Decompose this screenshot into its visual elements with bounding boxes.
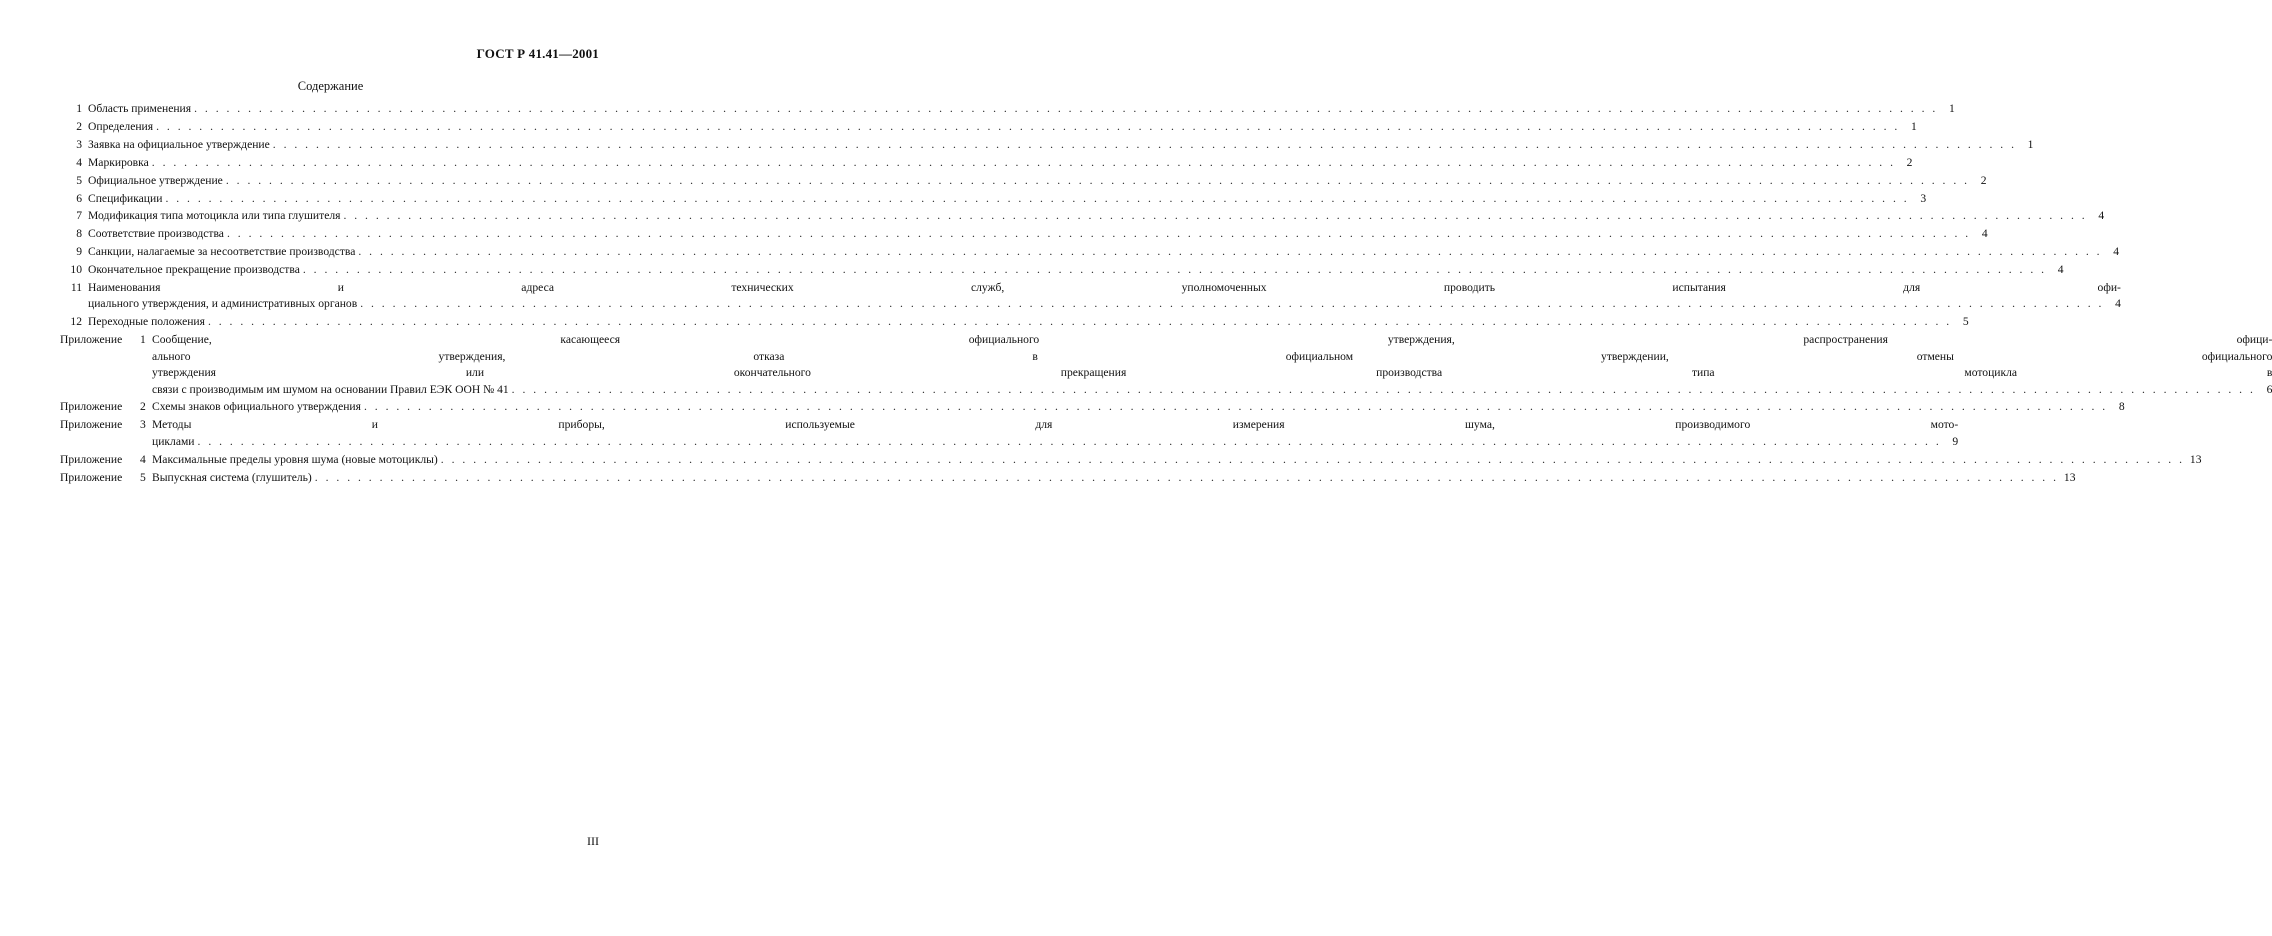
toc-entry[interactable]	[62, 208, 2105, 224]
dot-leader	[208, 314, 1952, 330]
toc-entry-text: Наименования и адреса технических служб, уполномоченных проводить испытания для офи-	[88, 281, 2121, 295]
toc-appendix-entry[interactable]	[60, 399, 2125, 415]
toc-entry-line	[88, 155, 1912, 171]
toc-entry[interactable]	[62, 280, 2121, 313]
toc-entry-text: Сообщение, касающееся официального утверждения, распространения офици-	[152, 333, 2272, 347]
toc-entry[interactable]	[62, 101, 1955, 117]
toc-entry-number: 6	[76, 191, 82, 205]
toc-entry-text: Официальное утверждение	[88, 173, 223, 187]
toc-entry[interactable]	[62, 191, 1927, 207]
toc-page-number: 6	[2266, 382, 2272, 396]
dot-leader	[198, 434, 1942, 450]
table-of-contents	[60, 101, 2272, 486]
toc-entry-line	[88, 191, 1926, 207]
toc-entry[interactable]	[62, 262, 2064, 278]
toc-page-number: 4	[2113, 245, 2120, 259]
toc-entry-line	[152, 399, 2125, 415]
appendix-number: 4	[140, 452, 146, 466]
toc-page-number: 4	[2115, 297, 2121, 311]
toc-entry[interactable]	[62, 137, 2034, 153]
toc-appendix-entry[interactable]	[60, 470, 2076, 486]
toc-appendix-entry[interactable]	[60, 332, 2272, 398]
appendix-prefix: Приложение	[60, 400, 123, 414]
toc-page-number: 9	[1952, 434, 1959, 448]
dot-leader	[358, 244, 2102, 260]
toc-entry-text: Соответствие производства	[88, 227, 224, 241]
page-number-footer: III	[587, 834, 599, 848]
toc-entry-number: 11	[70, 281, 82, 295]
toc-entry-number: 5	[76, 173, 82, 187]
appendix-number: 3	[140, 418, 146, 432]
toc-entry-number: 12	[70, 315, 82, 329]
toc-entry-line	[152, 349, 2272, 365]
toc-entry-line	[88, 226, 1988, 242]
toc-entry-number: 7	[76, 209, 82, 223]
toc-entry-text: Спецификации	[88, 191, 163, 205]
appendix-prefix: Приложение	[60, 470, 123, 484]
toc-entry-text: циального утверждения, и административных органов	[88, 297, 358, 311]
toc-page-number: 2	[1980, 173, 1987, 187]
toc-entry-number: 1	[76, 102, 82, 115]
toc-page-number: 4	[2057, 263, 2064, 277]
dot-leader	[303, 262, 2047, 278]
toc-entry-text: Заявка на официальное утверждение	[88, 137, 270, 151]
toc-entry-text: Схемы знаков официального утверждения	[152, 400, 361, 414]
toc-appendix-entry[interactable]	[60, 452, 2202, 468]
toc-entry-text: Маркировка	[88, 155, 149, 169]
toc-page-number: 13	[2189, 452, 2202, 466]
toc-entry-line	[152, 434, 1958, 450]
toc-entry[interactable]	[62, 226, 1988, 242]
dot-leader	[360, 296, 2104, 312]
toc-entry-line	[152, 382, 2272, 398]
toc-page-number: 13	[2063, 470, 2076, 484]
toc-entry-line	[152, 417, 1958, 433]
toc-entry-line	[88, 244, 2119, 260]
toc-page-number: 2	[1906, 155, 1913, 169]
toc-page-number: 1	[1911, 119, 1917, 133]
appendix-prefix: Приложение	[60, 452, 123, 466]
toc-entry-number: 2	[76, 119, 82, 133]
toc-entry[interactable]	[62, 119, 1917, 135]
appendix-number: 5	[140, 470, 146, 484]
toc-entry-line	[152, 470, 2076, 486]
dot-leader	[512, 382, 2256, 398]
toc-entry-line	[88, 296, 2121, 312]
dot-leader	[273, 137, 2017, 153]
toc-entry-line	[88, 280, 2121, 296]
toc-entry-line	[88, 173, 1987, 189]
toc-entry[interactable]	[62, 244, 2120, 260]
dot-leader	[364, 399, 2108, 415]
toc-entry-line	[152, 452, 2202, 468]
document-code-header: ГОСТ Р 41.41—2001	[476, 46, 599, 61]
toc-entry-number: 10	[70, 263, 82, 277]
dot-leader	[343, 208, 2087, 224]
toc-entry-number: 8	[76, 227, 82, 241]
appendix-number: 1	[140, 333, 146, 347]
toc-page-number: 4	[1981, 227, 1988, 241]
toc-entry-number: 3	[76, 137, 82, 151]
dot-leader	[226, 173, 1970, 189]
toc-page-number: 1	[2027, 137, 2034, 151]
toc-entry-text: Выпускная система (глушитель)	[152, 470, 312, 484]
dot-leader	[194, 101, 1938, 117]
toc-title: Содержание	[297, 79, 364, 93]
appendix-number: 2	[140, 400, 146, 414]
toc-entry-text: Определения	[88, 119, 154, 133]
dot-leader	[156, 119, 1900, 135]
dot-leader	[165, 191, 1909, 207]
toc-entry-text: ального утверждения, отказа в официальном утверждении, отмены официального	[152, 349, 2272, 363]
dot-leader	[441, 452, 2185, 468]
toc-page-number: 4	[2098, 209, 2105, 223]
toc-entry-text: Максимальные пределы уровня шума (новые мотоциклы)	[152, 452, 438, 466]
toc-entry-line	[88, 119, 1917, 135]
toc-appendix-entry[interactable]	[60, 417, 1959, 450]
toc-entry-line	[152, 332, 2272, 348]
toc-entry-text: Методы и приборы, используемые для измерения шума, производимого мото-	[152, 418, 1959, 432]
toc-entry-line	[88, 262, 2064, 278]
dot-leader	[227, 226, 1971, 242]
appendix-prefix: Приложение	[60, 418, 123, 432]
toc-entry-text: Санкции, налагаемые за несоответствие производства	[88, 245, 356, 259]
toc-entry-line	[88, 137, 2033, 153]
toc-page-number: 5	[1962, 315, 1969, 329]
toc-entry-number: 4	[76, 155, 82, 169]
toc-entry-text: утверждения или окончательного прекращения производства типа мотоцикла в	[152, 366, 2272, 380]
appendix-prefix: Приложение	[60, 333, 123, 347]
dot-leader	[315, 470, 2059, 486]
toc-entry[interactable]	[62, 155, 1913, 171]
toc-entry[interactable]	[62, 314, 1969, 330]
toc-page-number: 1	[1949, 102, 1955, 115]
toc-entry-line	[88, 314, 1969, 330]
toc-entry-number: 9	[76, 245, 82, 259]
toc-entry-text: Область применения	[88, 102, 192, 115]
toc-entry-text: Окончательное прекращение производства	[88, 263, 300, 277]
dot-leader	[152, 155, 1896, 171]
toc-entry-line	[88, 208, 2104, 224]
toc-entry-text: Переходные положения	[88, 315, 205, 329]
toc-entry[interactable]	[62, 173, 1987, 189]
toc-entry-text: циклами	[152, 434, 195, 448]
toc-page-number: 8	[2118, 400, 2125, 414]
toc-entry-line	[88, 101, 1955, 117]
toc-entry-text: связи с производимым им шумом на основании Правил ЕЭК ООН № 41	[152, 382, 509, 396]
toc-page-number: 3	[1920, 191, 1927, 205]
toc-entry-line	[152, 365, 2272, 381]
toc-entry-text: Модификация типа мотоцикла или типа глушителя	[88, 209, 341, 223]
